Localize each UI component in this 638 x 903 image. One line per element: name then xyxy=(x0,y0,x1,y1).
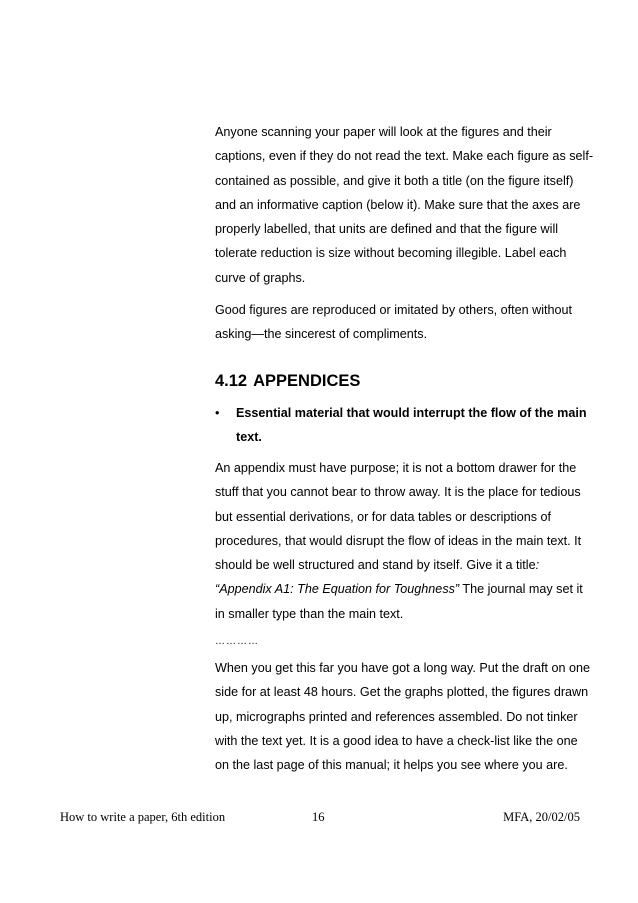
appendix-text-end: The journal may set it in smaller type than the main text. xyxy=(215,582,583,621)
list-item xyxy=(215,401,595,450)
section-heading xyxy=(215,369,360,393)
closing-paragraph: When you get this far you have got a long way. Put the draft on one side for at least 48 hours. Get the graphs plotted, the figures drawn up, micrographs printed and references assembled. Do not tinker with the text yet. It is a good idea to have a check-list like the one on the last page of this manual; it helps you see where you are. xyxy=(215,661,591,773)
intro-section xyxy=(215,120,595,347)
appendix-title-example: : “Appendix A1: The Equation for Toughness” xyxy=(215,558,540,597)
section-title-text: APPENDICES xyxy=(253,372,361,390)
footer-author-date: MFA, 20/02/05 xyxy=(503,810,580,824)
footer-page-number: 16 xyxy=(312,810,325,824)
section-number: 4.12 xyxy=(215,372,248,390)
figures-paragraph: Anyone scanning your paper will look at the figures and their captions, even if they do not read the text. Make each figure as self-contained as possible, and give it both a title (on the figure itself) and an informative caption (below it). Make sure that the axes are properly labelled, that units are defined and that the figure will tolerate reduction is size without becoming illegible. Label each curve of graphs. xyxy=(215,125,594,285)
appendix-section xyxy=(215,456,595,778)
appendix-paragraph xyxy=(215,456,595,626)
compliments-paragraph: Good figures are reproduced or imitated by others, often without asking—the sincerest of compliments. xyxy=(215,303,573,342)
bullet-text: Essential material that would interrupt the flow of the main text. xyxy=(236,406,587,445)
appendix-text-start: An appendix must have purpose; it is not a bottom drawer for the stuff that you cannot bear to throw away. It is the place for tedious but essential derivations, or for data tables or descriptions of procedures, that would disrupt the flow of ideas in the main text. It should be well structured and stand by itself. Give it a title xyxy=(215,461,582,573)
ellipsis-separator: ………… xyxy=(215,636,259,648)
bullet-list xyxy=(215,401,595,450)
footer-document-title: How to write a paper, 6th edition xyxy=(60,810,226,824)
bullet-icon: • xyxy=(215,406,220,420)
